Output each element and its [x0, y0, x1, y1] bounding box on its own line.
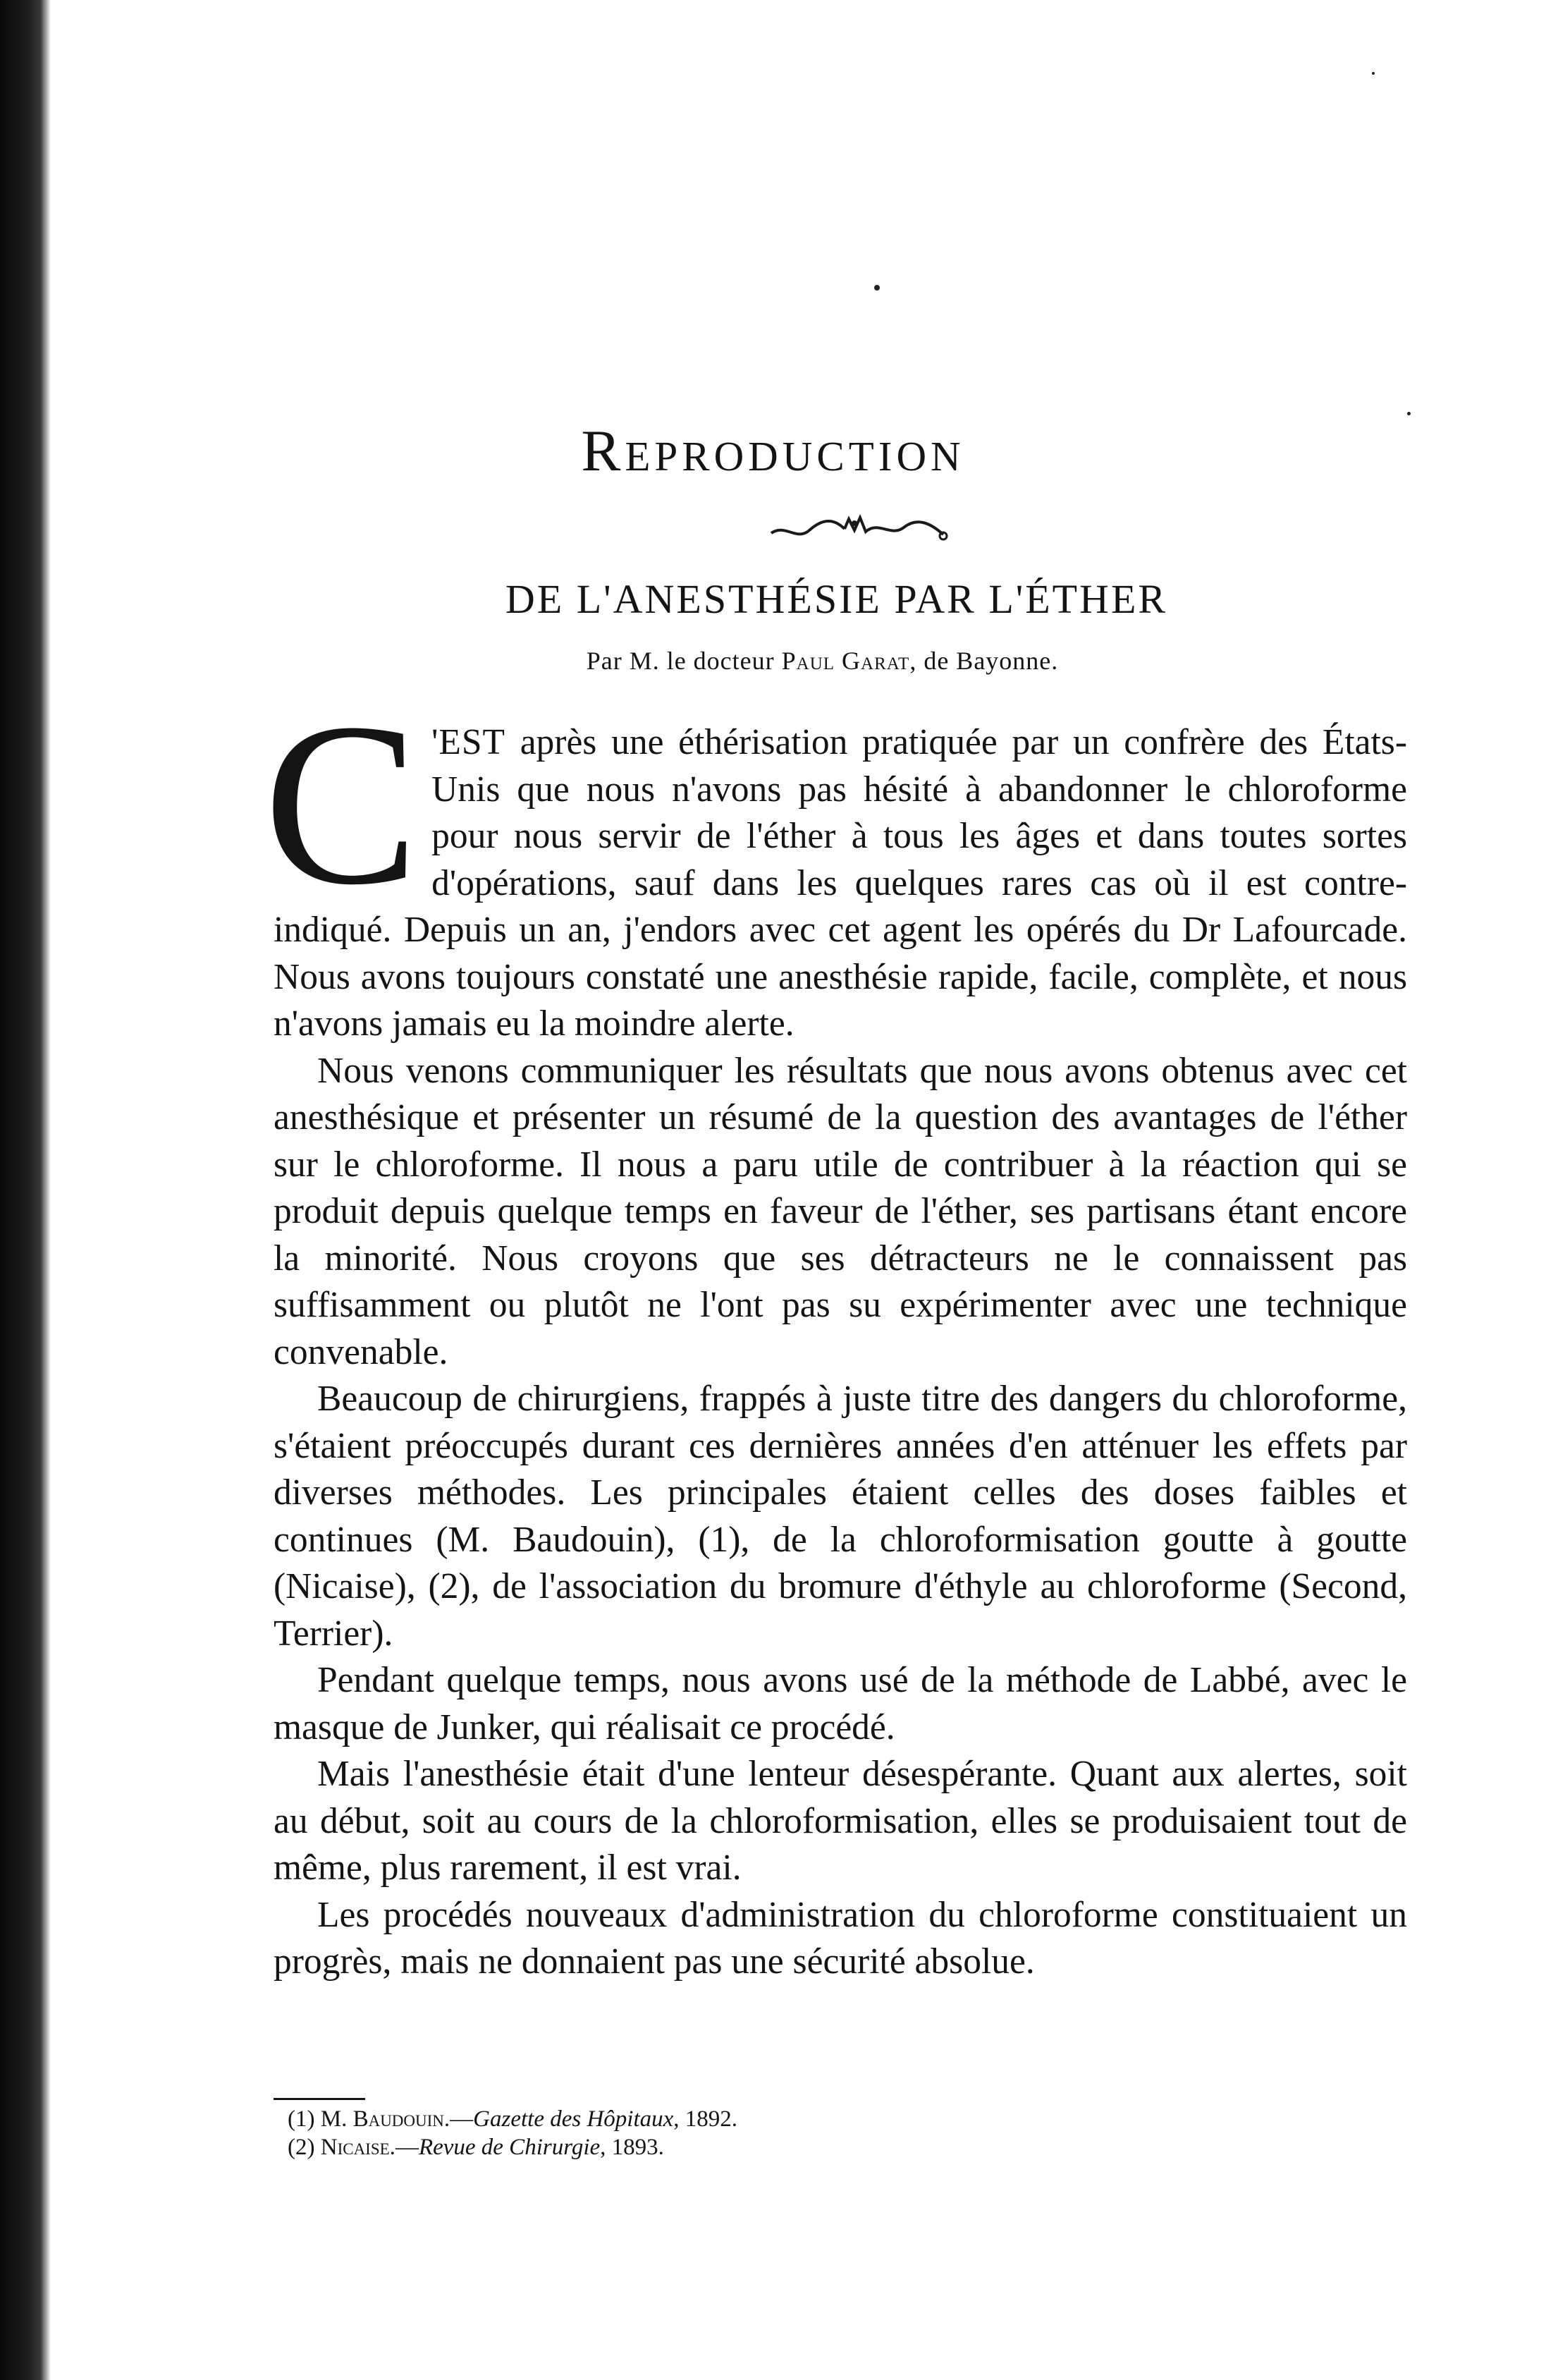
- scan-speck: [1407, 412, 1411, 415]
- paragraph-6: Les procédés nouveaux d'administration du chloroforme constituaient un progrès, mais ne donnaient pas une sécurité absolue.: [274, 1894, 1407, 1982]
- scan-speck: [874, 285, 880, 291]
- title-ornament: [766, 502, 949, 544]
- author-suffix: , de Bayonne.: [909, 647, 1059, 675]
- paragraph-1: [264, 676, 1407, 1048]
- footnote-marker: (1): [288, 2106, 315, 2132]
- footnote-source: Revue de Chirurgie: [418, 2135, 601, 2160]
- article-title: Reproduction: [581, 418, 965, 484]
- footnote-2: (2) Nicaise.—Revue de Chirurgie, 1893.: [288, 2135, 664, 2160]
- paragraph-3: Beaucoup de chirurgiens, frappés à juste titre des dangers du chloroforme, s'étaient préoccupés durant ces dernières années d'en atténuer les effets par diverses méthodes. Les principales étaient celles des doses faibles et continues (M. Baudouin), (1), de la chloroformisation goutte à goutte (Nicaise), (2), de l'association du bromure d'éthyle au chloroforme (Second, Terrier).: [274, 1379, 1407, 1654]
- footnote-author: M. Baudouin.: [320, 2106, 450, 2132]
- paragraph-4: Pendant quelque temps, nous avons usé de la méthode de Labbé, avec le masque de Junker, qui réalisait ce procédé.: [274, 1660, 1407, 1747]
- footnote-divider: [274, 2098, 365, 2100]
- footnote-source: Gazette des Hôpitaux: [473, 2106, 674, 2132]
- footnote-year: , 1892.: [673, 2106, 738, 2132]
- footnote-1: (1) M. Baudouin.—Gazette des Hôpitaux, 1892.: [288, 2106, 738, 2132]
- body-text: [264, 676, 1407, 1986]
- footnote-marker: (2): [288, 2135, 315, 2160]
- author-line: [0, 643, 1546, 678]
- paragraph-2: Nous venons communiquer les résultats que nous avons obtenus avec cet anesthésique et présenter un résumé de la question des avantages de l'éther sur le chloroforme. Il nous a paru utile de contribuer à la réaction qui se produit depuis quelque temps en faveur de l'éther, ses partisans étant encore la minorité. Nous croyons que ses détracteurs ne le connaissent pas suffisamment ou plutôt ne l'ont pas su expérimenter avec une technique convenable.: [274, 1050, 1407, 1372]
- footnote-year: , 1893.: [600, 2135, 664, 2160]
- paragraph-5: Mais l'anesthésie était d'une lenteur désespérante. Quant aux alertes, soit au début, soit au cours de la chloroformisation, elles se produisaient tout de même, plus rarement, il est vrai.: [274, 1754, 1407, 1888]
- author-prefix: Par M. le docteur: [586, 647, 775, 675]
- scan-speck: [1372, 72, 1375, 75]
- footnotes: [288, 2105, 737, 2161]
- footnote-author: Nicaise.: [320, 2135, 395, 2160]
- paragraph-text: après une éthérisation pratiquée par un confrère des États-Unis que nous n'avons pas hésité à abandonner le chloroforme pour nous servir de l'éther à tous les âges et dans toutes sortes d'opérations, sauf dans les quelques rares cas où il est contre-indiqué. Depuis un an, j'endors avec cet agent les opérés du Dr Lafourcade. Nous avons toujours constaté une anesthésie rapide, facile, complète, et nous n'avons jamais eu la moindre alerte.: [274, 722, 1407, 1044]
- author-name: Paul Garat: [781, 647, 910, 675]
- binding-edge: [0, 0, 51, 2380]
- article-subtitle: DE L'ANESTHÉSIE PAR L'ÉTHER: [505, 576, 1168, 622]
- drop-cap: C: [264, 676, 419, 933]
- first-word-rest: 'EST: [431, 722, 505, 762]
